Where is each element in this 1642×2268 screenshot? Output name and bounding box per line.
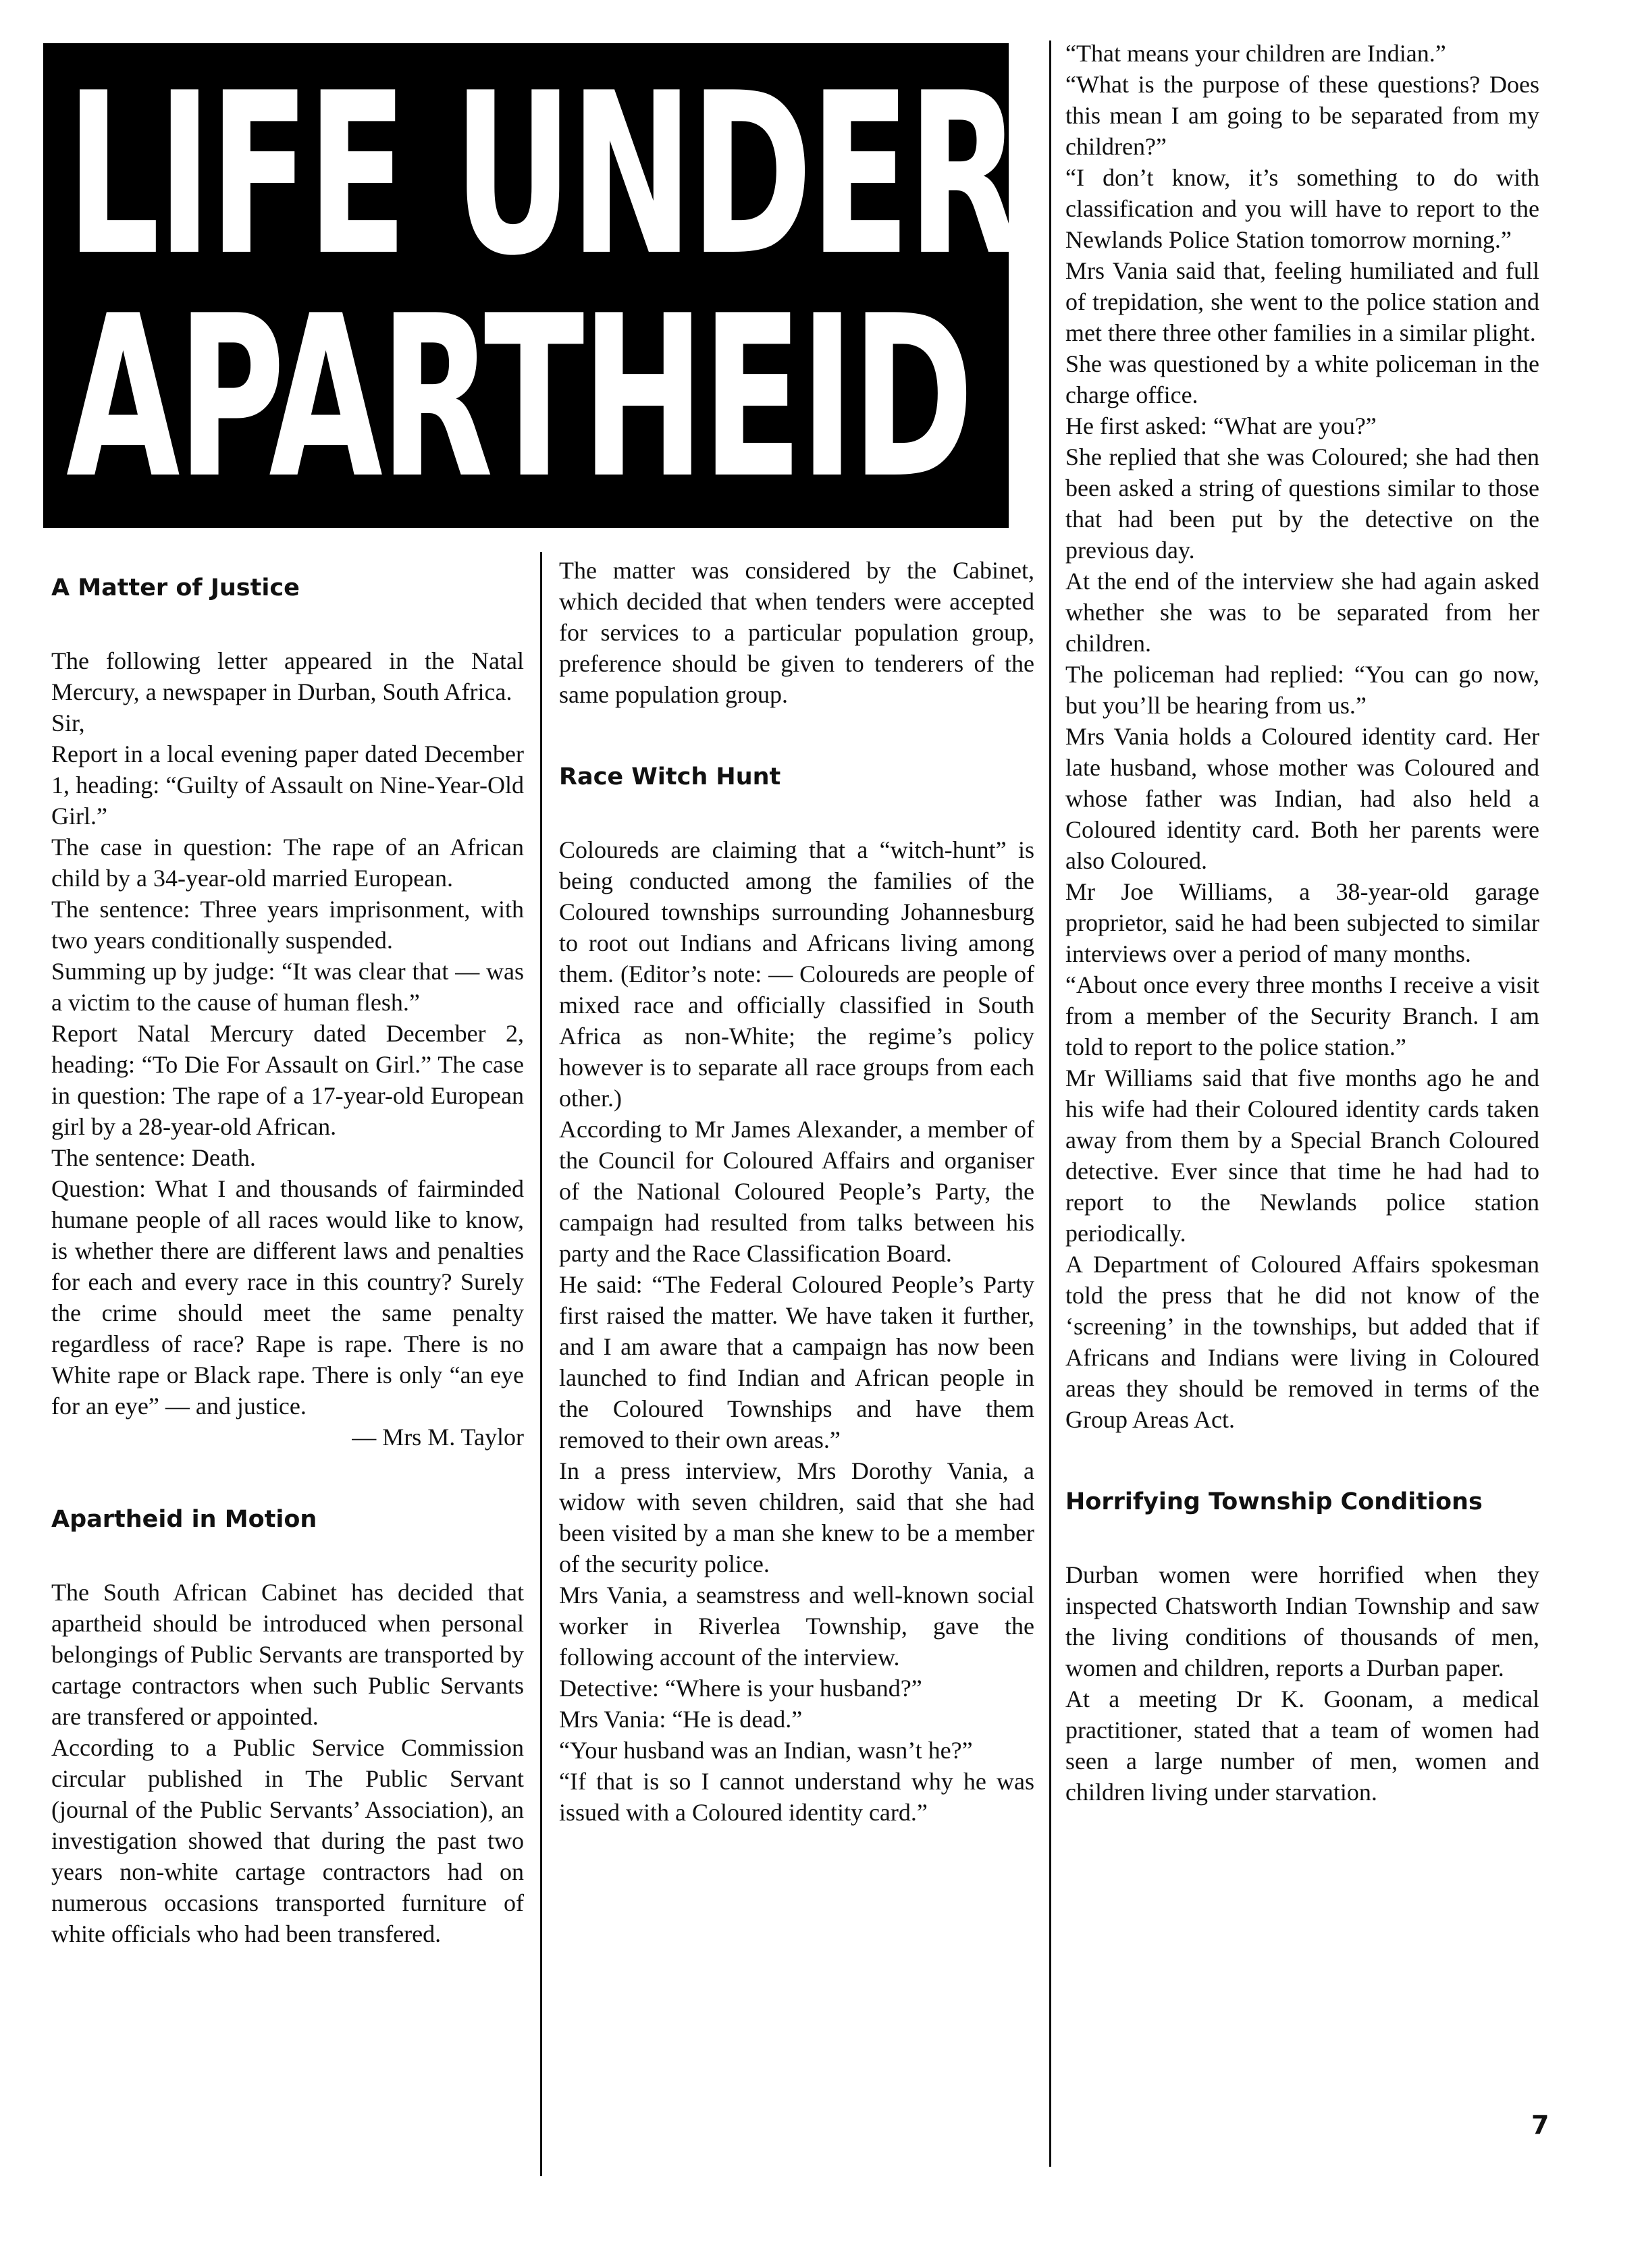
paragraph: Mrs Vania said that, feeling humiliated and full of trepidation, she went to the police station and met there three other families in a similar plight.: [1065, 257, 1539, 346]
paragraph: “That means your children are Indian.”: [1065, 40, 1446, 67]
paragraph: According to a Public Service Commission circular published in The Public Servant (journal of the Public Servants’ Association), an investigation showed that during the past two years non-white cartage contractors had on numerous occasions transported furniture of white officials who had been transfered.: [51, 1734, 524, 1947]
paragraph: The policeman had replied: “You can go now, but you’ll be hearing from us.”: [1065, 661, 1539, 719]
paragraph: He first asked: “What are you?”: [1065, 412, 1377, 439]
column-divider-2: [1049, 40, 1051, 2167]
paragraph: Sir,: [51, 709, 85, 736]
paragraph: Mrs Vania: “He is dead.”: [559, 1706, 803, 1733]
paragraph: He said: “The Federal Coloured People’s Party first raised the matter. We have taken it further, and I am aware that a campaign has now been launched to find Indian and African people in the Coloured Townships and have them removed to their own areas.”: [559, 1271, 1034, 1453]
paragraph: The matter was considered by the Cabinet, which decided that when tenders were accepted for services to a particular population group, preference should be given to tenderers of the same population group.: [559, 557, 1034, 708]
banner-title-line-1: LIFE UNDER: [66, 45, 1019, 304]
banner-title-line-2: APARTHEID: [66, 268, 972, 527]
heading-apartheid-in-motion: Apartheid in Motion: [51, 1506, 317, 1533]
paragraph: The following letter appeared in the Natal Mercury, a newspaper in Durban, South Africa.: [51, 647, 524, 705]
heading-race-witch-hunt: Race Witch Hunt: [559, 763, 781, 790]
paragraph: Report in a local evening paper dated December 1, heading: “Guilty of Assault on Nine-Year-Old Girl.”: [51, 740, 524, 830]
paragraph: At the end of the interview she had again asked whether she was to be separated from her children.: [1065, 568, 1539, 657]
paragraph: The South African Cabinet has decided that apartheid should be introduced when personal belongings of Public Servants are transported by cartage contractors when such Public Servants are transfered or appointed.: [51, 1579, 524, 1730]
paragraph: In a press interview, Mrs Dorothy Vania, a widow with seven children, said that she had been visited by a man she knew to be a member of the security police.: [559, 1457, 1034, 1577]
paragraph: “About once every three months I receive a visit from a member of the Security Branch. I am told to report to the police station.”: [1065, 971, 1539, 1060]
page-number: 7: [1531, 2110, 1550, 2140]
heading-a-matter-of-justice: A Matter of Justice: [51, 574, 300, 601]
paragraph: Mrs Vania, a seamstress and well-known social worker in Riverlea Township, gave the following account of the interview.: [559, 1582, 1034, 1671]
paragraph: Mr Joe Williams, a 38-year-old garage proprietor, said he had been subjected to similar interviews over a period of many months.: [1065, 878, 1539, 967]
heading-horrifying-township-conditions: Horrifying Township Conditions: [1065, 1488, 1483, 1515]
paragraph: She replied that she was Coloured; she had then been asked a string of questions similar to those that had been put by the detective on the previous day.: [1065, 443, 1539, 564]
letter-signature: — Mrs M. Taylor: [352, 1424, 524, 1451]
paragraph: “Your husband was an Indian, wasn’t he?”: [559, 1737, 973, 1764]
column-3: [1065, 38, 1539, 1808]
paragraph: The case in question: The rape of an African child by a 34-year-old married European.: [51, 834, 524, 892]
paragraph: “I don’t know, it’s something to do with classification and you will have to report to the Newlands Police Station tomorrow morning.”: [1065, 164, 1539, 253]
column-1: [51, 572, 524, 1949]
column-divider-1: [540, 552, 542, 2176]
column-2: [559, 555, 1034, 1828]
paragraph: “What is the purpose of these questions? Does this mean I am going to be separated from my children?”: [1065, 71, 1539, 160]
paragraph: Mr Williams said that five months ago he and his wife had their Coloured identity cards taken away from them by a Special Branch Coloured detective. Ever since that time he had had to report to the Newlands police station periodically.: [1065, 1064, 1539, 1247]
paragraph: At a meeting Dr K. Goonam, a medical practitioner, stated that a team of women had seen a large number of men, women and children living under starvation.: [1065, 1685, 1539, 1806]
paragraph: Summing up by judge: “It was clear that — was a victim to the cause of human flesh.”: [51, 958, 524, 1016]
paragraph: A Department of Coloured Affairs spokesman told the press that he did not know of the ‘screening’ in the townships, but added that if Africans and Indians were living in Coloured areas they should be removed in terms of the Group Areas Act.: [1065, 1251, 1539, 1433]
paragraph: According to Mr James Alexander, a member of the Council for Coloured Affairs and organiser of the National Coloured People’s Party, the campaign had resulted from talks between his party and the Race Classification Board.: [559, 1116, 1034, 1267]
paragraph: Coloureds are claiming that a “witch-hunt” is being conducted among the families of the Coloured townships surrounding Johannesburg to root out Indians and Africans living among them. (Editor’s note: — Coloureds are people of mixed race and officially classified in South Africa as non-White; the regime’s policy however is to separate all race groups from each other.): [559, 836, 1034, 1112]
paragraph: Question: What I and thousands of fairminded humane people of all races would like to know, is whether there are different laws and penalties for each and every race in this country? Surely the crime should meet the same penalty regardless of race? Rape is rape. There is no White rape or Black rape. There is only “an eye for an eye” — and justice.: [51, 1175, 524, 1420]
paragraph: The sentence: Three years imprisonment, with two years conditionally suspended.: [51, 896, 524, 954]
paragraph: Mrs Vania holds a Coloured identity card. Her late husband, whose mother was Coloured and whose father was Indian, had also held a Coloured identity card. Both her parents were also Coloured.: [1065, 723, 1539, 874]
paragraph: Report Natal Mercury dated December 2, heading: “To Die For Assault on Girl.” The case in question: The rape of a 17-year-old European girl by a 28-year-old African.: [51, 1020, 524, 1140]
title-banner: [43, 43, 1019, 528]
paragraph: Detective: “Where is your husband?”: [559, 1675, 922, 1702]
paragraph: The sentence: Death.: [51, 1144, 256, 1171]
paragraph: Durban women were horrified when they inspected Chatsworth Indian Township and saw the living conditions of thousands of men, women and children, reports a Durban paper.: [1065, 1561, 1539, 1681]
paragraph: She was questioned by a white policeman in the charge office.: [1065, 350, 1539, 408]
paragraph: “If that is so I cannot understand why he was issued with a Coloured identity card.”: [559, 1768, 1034, 1826]
